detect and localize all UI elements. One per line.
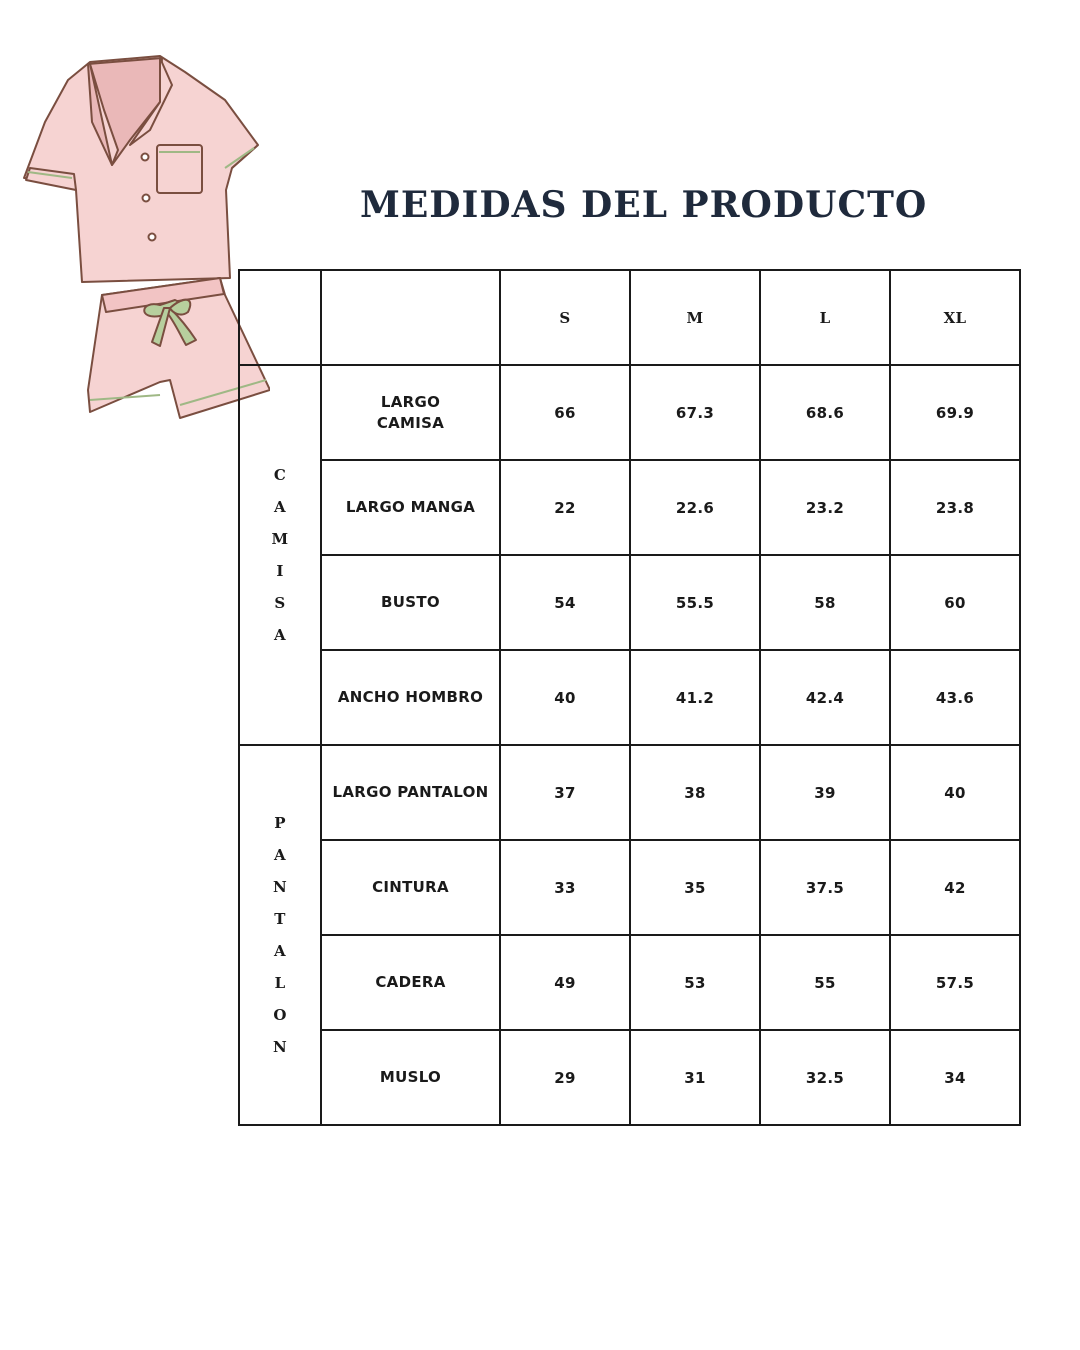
value-cell: 37.5 — [760, 840, 890, 935]
value-cell: 22.6 — [630, 460, 760, 555]
value-cell: 42.4 — [760, 650, 890, 745]
value-cell: 58 — [760, 555, 890, 650]
value-cell: 39 — [760, 745, 890, 840]
measure-label: CADERA — [321, 935, 500, 1030]
value-cell: 67.3 — [630, 365, 760, 460]
value-cell: 54 — [500, 555, 630, 650]
value-cell: 42 — [890, 840, 1020, 935]
value-cell: 32.5 — [760, 1030, 890, 1125]
value-cell: 55.5 — [630, 555, 760, 650]
value-cell: 55 — [760, 935, 890, 1030]
table-row — [239, 460, 1020, 555]
size-chart-table — [238, 269, 1021, 1126]
page-title: MEDIDAS DEL PRODUCTO — [360, 184, 928, 226]
value-cell: 31 — [630, 1030, 760, 1125]
value-cell: 23.2 — [760, 460, 890, 555]
header-empty-cell — [239, 270, 321, 365]
table-row — [239, 935, 1020, 1030]
vertical-letter: M — [271, 530, 289, 548]
value-cell: 23.8 — [890, 460, 1020, 555]
group-label-camisa — [239, 365, 321, 745]
value-cell: 29 — [500, 1030, 630, 1125]
value-cell: 22 — [500, 460, 630, 555]
vertical-letter: A — [274, 626, 286, 644]
value-cell: 69.9 — [890, 365, 1020, 460]
measure-label: LARGO CAMISA — [321, 365, 500, 460]
table-row — [239, 840, 1020, 935]
value-cell: 33 — [500, 840, 630, 935]
group-label-pantalon — [239, 745, 321, 1125]
value-cell: 53 — [630, 935, 760, 1030]
vertical-letter: T — [274, 910, 286, 928]
pajama-shirt-icon — [24, 56, 258, 282]
size-header: XL — [890, 270, 1020, 365]
vertical-letter: N — [272, 878, 287, 896]
vertical-letter: A — [274, 942, 286, 960]
value-cell: 60 — [890, 555, 1020, 650]
table-row — [239, 745, 1020, 840]
value-cell: 43.6 — [890, 650, 1020, 745]
table-row — [239, 365, 1020, 460]
value-cell: 40 — [500, 650, 630, 745]
value-cell: 41.2 — [630, 650, 760, 745]
pajama-illustration — [20, 50, 270, 425]
vertical-letter: C — [273, 466, 287, 484]
vertical-letter: L — [274, 974, 286, 992]
vertical-letter: A — [274, 846, 286, 864]
measure-label: LARGO PANTALON — [321, 745, 500, 840]
vertical-letter: I — [276, 562, 284, 580]
measure-label: ANCHO HOMBRO — [321, 650, 500, 745]
value-cell: 34 — [890, 1030, 1020, 1125]
vertical-text — [240, 812, 320, 1058]
vertical-letter: N — [272, 1038, 287, 1056]
value-cell: 68.6 — [760, 365, 890, 460]
value-cell: 35 — [630, 840, 760, 935]
measure-label: CINTURA — [321, 840, 500, 935]
table-row — [239, 650, 1020, 745]
measure-label: BUSTO — [321, 555, 500, 650]
vertical-letter: P — [274, 814, 286, 832]
measure-label: MUSLO — [321, 1030, 500, 1125]
size-header: S — [500, 270, 630, 365]
value-cell: 37 — [500, 745, 630, 840]
header-empty-cell — [321, 270, 500, 365]
value-cell: 38 — [630, 745, 760, 840]
table-row — [239, 555, 1020, 650]
vertical-letter: O — [273, 1006, 287, 1024]
value-cell: 49 — [500, 935, 630, 1030]
vertical-text — [240, 464, 320, 646]
table-row — [239, 1030, 1020, 1125]
table-header-row — [239, 270, 1020, 365]
value-cell: 66 — [500, 365, 630, 460]
value-cell: 57.5 — [890, 935, 1020, 1030]
size-header: M — [630, 270, 760, 365]
size-header: L — [760, 270, 890, 365]
measure-label: LARGO MANGA — [321, 460, 500, 555]
vertical-letter: S — [274, 594, 286, 612]
vertical-letter: A — [274, 498, 286, 516]
value-cell: 40 — [890, 745, 1020, 840]
